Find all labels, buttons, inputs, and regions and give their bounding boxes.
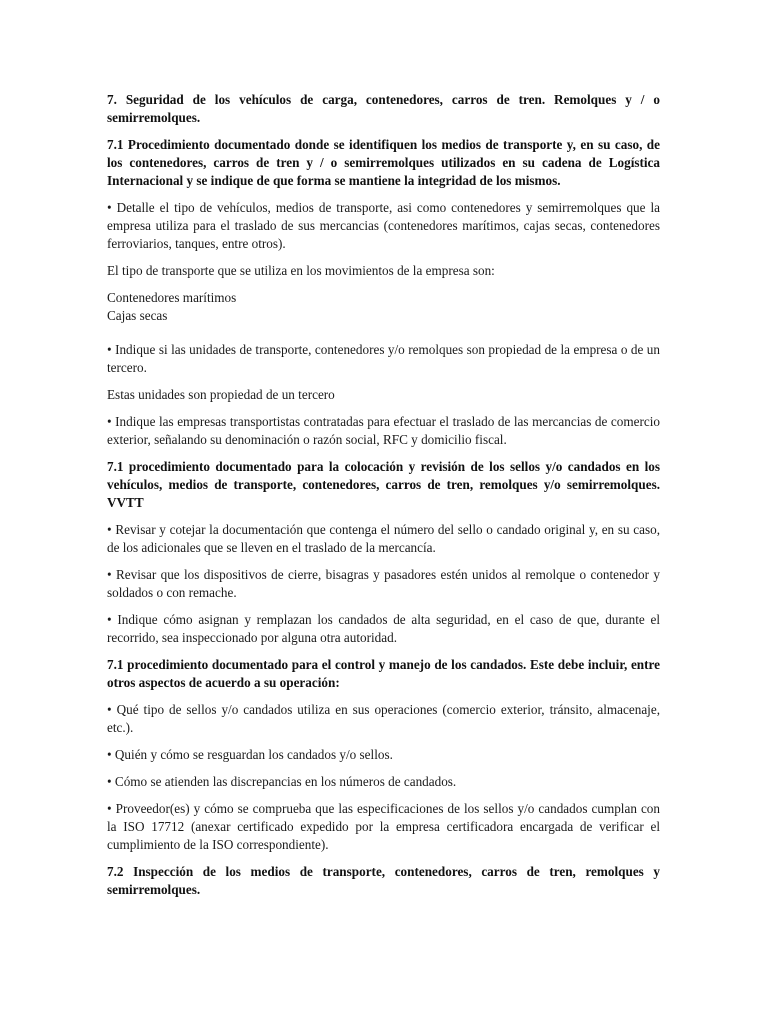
ownership-answer: Estas unidades son propiedad de un tercero [107,387,335,402]
bullet-vehicle-types: • Detalle el tipo de vehículos, medios de transporte, asi como contenedores y semirremolques que la empresa utiliza para el traslado de sus mercancias (contenedores marítimos, cajas secas, contenedores ferroviarios, tanques, entre otros). [107,200,660,251]
bullet-replace-locks: • Indique cómo asignan y remplazan los candados de alta seguridad, en el caso de que, durante el recorrido, sea inspeccionado por alguna otra autoridad. [107,612,660,645]
bullet-seal-types: • Qué tipo de sellos y/o candados utiliza en sus operaciones (comercio exterior, tránsito, almacenaje, etc.). [107,702,660,735]
bullet-carriers: • Indique las empresas transportistas contratadas para efectuar el traslado de las mercancias de comercio exterior, señalando su denominación o razón social, RFC y domicilio fiscal. [107,414,660,447]
section-7-1-integrity-heading: 7.1 Procedimiento documentado donde se identifiquen los medios de transporte y, en su caso, de los contenedores, carros de tren y / o semirremolques utilizados en su cadena de Logística Internacional y se indique de que forma se mantiene la integridad de los mismos. [107,137,660,188]
section-7-1-seals-heading: 7.1 procedimiento documentado para la colocación y revisión de los sellos y/o candados en los vehículos, medios de transporte, contenedores, carros de tren, remolques y/o semirremolques. VVTT [107,459,660,510]
section-7-1-locks-control-heading: 7.1 procedimiento documentado para el control y manejo de los candados. Este debe incluir, entre otros aspectos de acuerdo a su operación: [107,657,660,690]
bullet-ownership: • Indique si las unidades de transporte, contenedores y/o remolques son propiedad de la empresa o de un tercero. [107,342,660,375]
transport-types-intro: El tipo de transporte que se utiliza en los movimientos de la empresa son: [107,263,495,278]
transport-type-dry-boxes: Cajas secas [107,308,168,323]
bullet-iso-17712: • Proveedor(es) y cómo se comprueba que las especificaciones de los sellos y/o candados cumplan con la ISO 17712 (anexar certificado expedido por la empresa certificadora encargada de verificar el cumplimiento de la ISO correspondiente). [107,801,660,852]
bullet-check-locking-devices: • Revisar que los dispositivos de cierre, bisagras y pasadores estén unidos al remolque o contenedor y soldados o con remache. [107,567,660,600]
bullet-check-documentation: • Revisar y cotejar la documentación que contenga el número del sello o candado original y, en su caso, de los adicionales que se lleven en el traslado de la mercancía. [107,522,660,555]
bullet-discrepancies: • Cómo se atienden las discrepancias en los números de candados. [107,774,457,789]
bullet-safekeeping: • Quién y cómo se resguardan los candados y/o sellos. [107,747,393,762]
section-7-heading: 7. Seguridad de los vehículos de carga, contenedores, carros de tren. Remolques y / o semirremolques. [107,92,660,125]
transport-type-maritime: Contenedores marítimos [107,290,237,305]
section-7-2-heading: 7.2 Inspección de los medios de transporte, contenedores, carros de tren, remolques y semirremolques. [107,864,660,897]
